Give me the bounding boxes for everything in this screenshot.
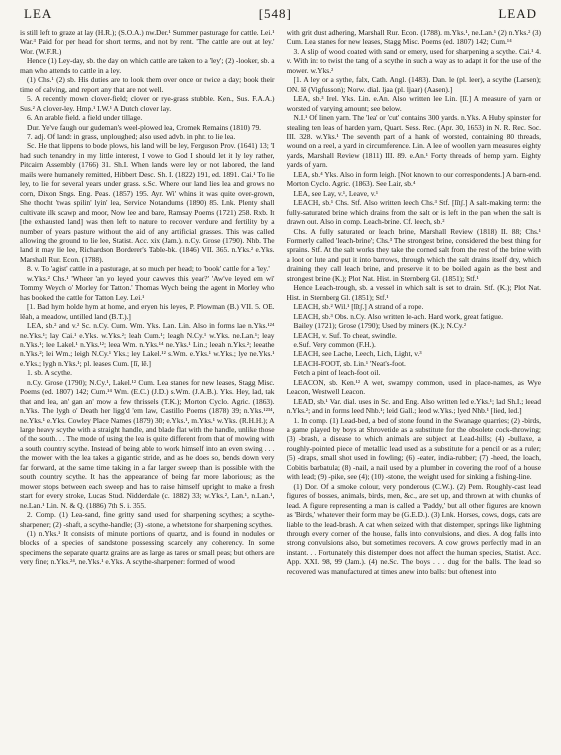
paragraph: LEACH-FOOT, sb. Lin.¹ 'Neat's-foot. <box>293 358 406 368</box>
paragraph: Chs. A fully saturated or leach brine, Marshall Review (1818) II. 88; Chs.¹ Formerly called 'leach-brine'; Chs.³ The strongest brine, considered the best thing for sprains. Stf. At the salt works they take the corned salt from the rest of the brine with a loot or lute and put it into barrows, through which the salt drains itself dry, which draining they call leach brine, and preserve it to be boiled again as the best and strongest brine (K.); Plot Nat. Hist. in Sternberg Gl. (1851); Stf.¹ <box>286 226 541 283</box>
paragraph: w.Yks.² Chs.¹ 'Wheer 'an yo leyed your cawves this year?' 'Aw've leyed em wi' Tommy Weych o' Morley for Tatton.' Thomas Wych being the agent in Morley who has booked the cattle for Tatton Ley. Lei.¹ <box>20 273 275 302</box>
paragraph: Fetch a pint of leach-foot oil. <box>293 368 381 378</box>
paragraph: 5. A recently mown clover-field; clover or rye-grass stubble. Ken., Sus. F.A.A.) Sus.² A clover-ley. Hmp.¹ I.W.¹ A Dutch clover lay. <box>20 94 275 113</box>
paragraph: LEAD, sb.¹ Var. dial. uses in Sc. and Eng. Also written led e.Yks.¹; lad Sh.I.; leead n.Yks.²; and in forms leed Nhb.¹; leid Gall.; leod w.Yks.; lyed Nhb.¹ [lied, led.] <box>286 396 541 416</box>
paragraph: Hence (1) Ley-day, sb. the day on which cattle are taken to a 'ley'; (2) -looker, sb. a man who attends to cattle in a ley. <box>20 56 275 75</box>
right-column <box>287 28 542 753</box>
paragraph: 7. adj. Of land: in grass, unploughed; also used advb. in phr. to lie lea. <box>27 131 236 141</box>
paragraph: (1) Dor. Of a smoke colour, very ponderous (C.W.). (2) Pem. Roughly-cast lead figures of bosses, animals, birds, men, &c., are set up, and thrown at with chunks of lead. A figure representing a man is called a 'Paddy,' but all other figures are known as 'Birds,' whatever their form may be (G.E.D.). (3) Lnk. Horses, cows, dogs, cats are liable to the lead-brash. A cat when seized with that distemper, springs like lightning through every corner of the house, falls into convulsions, and dies. A dog falls into strong convulsions also, but sometimes recovers. A cow grows perfectly mad in an instant. . . Fortunately this distemper does not affect the human species, Statist. Acc. App. XXI. 98, 99 (Jam.). (4) ne.Sc. The boys . . . dug for the balls. The lead so recovered was manufactured at times anew into balls: but oftenest into <box>286 481 541 576</box>
paragraph: LEA, sb.³ Irel. Yks. Lin. e.An. Also written lee Lin. [lī.] A measure of yarn or worsted of varying amount; see below. <box>286 94 541 113</box>
paragraph: LEA, sb.⁴ Yks. Also in form leigh. [Not known to our correspondents.] A barn-end. Morton Cyclo. Agric. (1863). See Lair, sb.⁴ <box>286 169 541 189</box>
paragraph: Bailey (1721); Grose (1790); Used by miners (K.); N.Cy.² <box>293 321 467 331</box>
paragraph: LEACON, sb. Ken.¹² A wet, swampy common, used in place-names, as Wye Leacon, Westwell Leacon. <box>286 377 541 397</box>
paragraph: 6. An arable field. a field under tillage. <box>27 113 143 123</box>
paragraph: [1. A ley or a sythe, falx, Cath. Angl. (1483). Dan. le (pl. leer), a scythe (Larsen); ON. lē (Vigfusson); Norw. dial. ljaa (pl. ljaar) (Aasen).] <box>286 75 541 94</box>
header-right-word: LEAD <box>498 6 537 21</box>
paragraph: (1) n.Yks.¹ It consists of minute portions of quartz, and is found in nodules or blocks of a species of sandstone possessing scarcely any coherency. In some specimens the separate quartz grains are as large as tares or small peas; but others are very fine; n.Yks.²⁴, ne.Yks.¹ e.Yks. A scythe-sharpener: formed of wood <box>20 529 275 567</box>
page-header <box>20 6 541 24</box>
paragraph: n.Cy. Grose (1790); N.Cy.¹, Lakel.¹² Cum. Lea stanes for new leases, Stagg Misc. Poems (ed. 1807) 142; Cum.¹⁴ Wm. (E.C.) (J.D.) s.Wm. (J.A.B.). Yks. Hey, lad, tak that and lea, an' gan an' mow a few thrissels (T.K.); Morton Cyclo. Agric. (1863). n.Yks. The lygh o' Death her ligg'd 'em law, Castillo Poems (1878) 39; n.Yks.¹²³⁴, ne.Yks.¹ e.Yks. Cowley Place Names (1879) 30; e.Yks.¹, m.Yks.¹ w.Yks. (R.H.H.); A large heavy scythe with a straight handle, and blade flat with the handle, unlike those of the south. . . The mode of using the lea is quite different from that of mowing with a south country scythe. Instead of being able to work himself into an even swing . . . the mower with the lea takes a gigantic stride, and as he does so, bends down very far forward, at the same time taking in a far larger sweep than is possible with the south country scythe. It has the appearance of being far more laborious; as the mower stops between each sweep and has to raise himself upright to make a fresh start for every stroke, Lucas Stud. Nidderdale (c. 1882) 33; w.Yks.², Lan.¹, n.Lan.¹, ne.Lan.¹ Lin. N. & Q. (1886) 7th S. i. 355. <box>20 377 275 510</box>
paragraph: LEACH, sb.² Wil.¹ [lītʃ.] A strand of a rope. <box>293 302 424 312</box>
paragraph: LEACH, sb.³ Obs. n.Cy. Also written le-ach. Hard work, great fatigue. <box>293 311 504 321</box>
paragraph: LEACH, see Lache, Leech, Lich, Light, v.³ <box>293 349 422 359</box>
paragraph: Dur. Ye've faugh our gudeman's weel-plowed lea, Cromek Remains (1810) 79. <box>27 122 262 132</box>
left-column <box>20 28 275 753</box>
paragraph: 1. In comp. (1) Lead-bed, a bed of stone found in the Swanage quarries; (2) -birds, a game played by boys at Shrovetide as a substitute for the obsolete cock-throwing; (3) -brash, a disease to which animals are subject at Lead-hills; (4) -bullaxe, a roughly-pointed piece of metallic lead used as a substitute for a pencil or as a ruler; (5) -draps, small shot used in fowling; (6) -eater, india-rubber; (7) -heed, the loach, Cobitis barbatula; (8) -nail, a nail used by a plumber in covering the roof of a house with lead; (9) -pike, see (4); (10) -stone, the weight used for sinking a fishing-line. <box>286 415 541 482</box>
paragraph: is still left to graze at lay (H.R.); (S.O.A.) nw.Der.¹ Summer pasturage for cattle. Lei.¹ War.³ Paid for per head for short terms, and not by rent. 'The cattle are out at ley.' Wor. (W.F.R.) <box>20 28 275 56</box>
paragraph: e.Suf. Very common (F.H.). <box>293 339 376 349</box>
paragraph: with grit dust adhering, Marshall Rur. Econ. (1788). m.Yks.¹, ne.Lan.¹ (2) n.Yks.² (3) Cum. Lea stanes for new leases, Stagg Misc. Poems (ed. 1807) 142; Cum.¹⁴ <box>286 28 541 47</box>
text-columns <box>20 28 541 753</box>
header-left-word: LEA <box>24 6 53 21</box>
paragraph: 8. v. To 'agist' cattle in a pasturage, at so much per head; to 'book' cattle for a 'ley.' <box>27 264 270 274</box>
paragraph: LEA, sb.² and v.² Sc. n.Cy. Cum. Wm. Yks. Lan. Lin. Also in forms lae n.Yks.¹²⁴ ne.Yks.¹; lay Cai.¹ e.Yks. w.Yks.²; leah Cum.¹; leagh N.Cy.¹ w.Yks. ne.Lan.¹; leay n.Yks.¹; lee Lakel.¹ n.Yks.¹²; leea Wm. n.Yks.¹⁴ ne.Yks.¹ Lin.; leeah n.Yks.²; leeathe n.Yks.²; lei Wm.; leigh N.Cy.¹ Yks.; ley Lakel.¹² s.Wm. e.Yks.¹ w.Yks.; lye ne.Yks.¹ e.Yks.; lygh n.Yks.¹; pl. leases Cum. [lī, lē.] <box>20 321 275 368</box>
paragraph: LEACH, sb.¹ Chs. Stf. Also written leech Chs.³ Stf. [lītʃ.] A salt-making term: the fully-saturated brine which drains from the salt or is left in the pan when the salt is drawn out. Also in comp. Leach-brine. Cf. leech, sb.² <box>286 198 541 227</box>
paragraph: 2. Comp. (1) Lea-sand, fine gritty sand used for sharpening scythes; a scythe-sharpener; (2) -shaft, a scythe-handle; (3) -stone, a whetstone for sharpening scythes. <box>20 510 275 529</box>
paragraph: [1. Bad hym holde hym at home, and eryen his leyes, P. Plowman (B.) VII. 5. OE. lēah, a meadow, untilled land (B.T.).] <box>20 302 275 321</box>
paragraph: Sc. He that lippens to bode plows, his land will be ley, Ferguson Prov. (1641) 13; 'I had such tenandry in my little interest, I vowe to God I should let it ly ley rather, Pitcairn Assembly (1766) 31. Sh.I. When lands were ley or not labored, the land mails were humanely remitted, Hibbert Desc. Sh. I. (1822) 191, ed. 1891. Cai.¹ To lie ley, to lie for several years under grass. s.Sc. Where our land lies lea and grows no corn, Dixon Sngs. Eng. Peas. (1857) 195. Ayr. Wi' whins it was quite over-grown, She thocht 'twas spilin' lyin' lea, Service Notandums (1890) 85. Lnk. Plenty shall cultivate ilk scawp and moor, Now lee and bare, Ramsay Poems (1721) 258. Rxb. It [the exhausted land] was then left to nature to recover verdure and fertility by a number of years pasture without the aid of any artificial grasses. This was called allowing the ground to lie lee, Statist. Acc. xix (Jam.). n.Cy. Grose (1790). Nhb. The land it may lie lee, Richardson Borderer's Table-bk. (1846) VII. 365. n.Yks.² e.Yks. Marshall Rur. Econ. (1788). <box>20 141 275 264</box>
paragraph: LEACH, v. Suf. To cheat, swindle. <box>293 330 397 340</box>
paragraph: (1) Chs.¹ (2) sb. His duties are to look them over once or twice a day; book their time of calving, and report any that are not well. <box>20 75 275 94</box>
paragraph: 1. sb. A scythe. <box>27 368 73 378</box>
paragraph: 3. A slip of wood coated with sand or emery, used for sharpening a scythe. Cai.¹ 4. v. With in: to twist the tang of a scythe in such a way as to adapt it for the use of the mower. w.Yks.² <box>286 46 541 75</box>
paragraph: N.I.¹ Of linen yarn. The 'lea' or 'cut' contains 300 yards. n.Yks. A Huby spinster for stealing ten leas of harden yarn, Quart. Sess. Rec. (Apr. 30, 1653) in N. R. Rec. Soc. III. 328. w.Yks.¹ The seventh part of a hank of worsted, containing 80 threads, wound on a reel, a yard in circumference. Lin. A lee of woollen yarn measures eighty yards, Marshall Review (1811) III. 89. e.An.¹ Forty threads of hemp yarn. Eighty yards of yarn. <box>286 113 541 170</box>
paragraph: LEA, see Lay, v.¹, Leave, v.¹ <box>293 188 379 198</box>
paragraph: Hence Leach-trough, sb. a vessel in which salt is set to drain. Stf. (K.); Plot Nat. Hist. in Sternberg Gl. (1851); Stf.¹ <box>286 283 541 302</box>
page-number: [548] <box>258 6 292 21</box>
